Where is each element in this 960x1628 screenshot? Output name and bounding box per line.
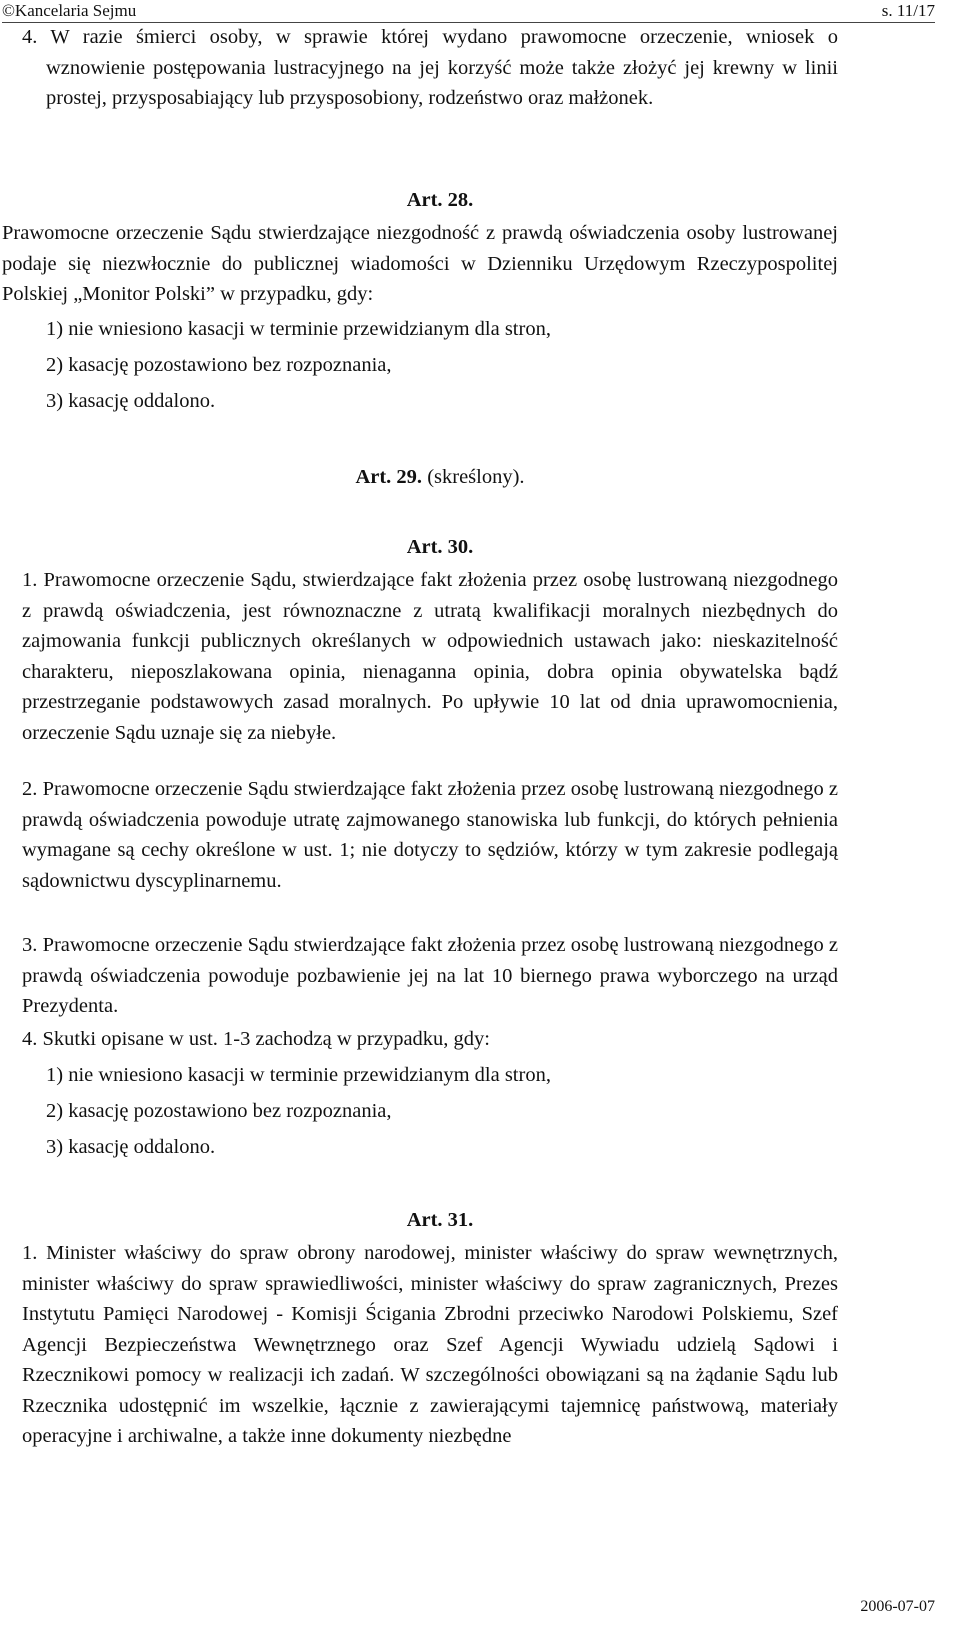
art30-title: Art. 30. bbox=[406, 536, 474, 558]
art31-title: Art. 31. bbox=[406, 1209, 474, 1231]
art31-paragraph-1: 1. Minister właściwy do spraw obrony narodowej, minister właściwy do spraw wewnętrznych, minister właściwy do spraw sprawiedliwości, minister właściwy do spraw zagranicznych, Prezes Instytutu Pamięci Narodowej - Komisji Ścigania Zbrodni przeciwko Narodowi Polskiemu, Szef Agencji Bezpieczeństwa Wewnętrznego oraz Szef Agencji Wywiadu udzielą Sądowi i Rzecznikowi pomocy w realizacji ich zadań. W szczególności obowiązani są na żądanie Sądu lub Rzecznika udostępnić im wszelkie, łącznie z zawierającymi tajemnicę państwową, materiały operacyjne i archiwalne, a także inne dokumenty niezbędne bbox=[22, 1242, 838, 1447]
art28-title: Art. 28. bbox=[406, 189, 474, 211]
art28-item-3: 3) kasację oddalono. bbox=[46, 390, 216, 412]
art28-text: Prawomocne orzeczenie Sądu stwierdzające niezgodność z prawdą oświadczenia osoby lustrowanej podaje się niezwłocznie do publicznej wiadomości w Dzienniku Urzędowym Rzeczypospolitej Polskiej „Monitor Polski” w przypadku, gdy: bbox=[2, 222, 838, 305]
art30-item-3: 3) kasację oddalono. bbox=[46, 1136, 216, 1158]
art29-note: (skreślony). bbox=[427, 466, 525, 488]
art30-paragraph-1: 1. Prawomocne orzeczenie Sądu, stwierdzające fakt złożenia przez osobę lustrowaną niezgodnego z prawdą oświadczenia, jest równoznaczne z utratą kwalifikacji moralnych niezbędnych do zajmowania funkcji publicznych określanych w odpowiednich ustawach jako: nieskazitelność charakteru, nieposzlakowana opinia, nienaganna opinia, dobra opinia obywatelska bądź przestrzeganie podstawowych zasad moralnych. Po upływie 10 lat od dnia uprawomocnienia, orzeczenie Sądu uznaje się za niebyłe. bbox=[22, 569, 838, 744]
art30-paragraph-2: 2. Prawomocne orzeczenie Sądu stwierdzające fakt złożenia przez osobę lustrowaną niezgodnego z prawdą oświadczenia powoduje utratę zajmowanego stanowiska lub funkcji, do których pełnienia wymagane są cechy określone w ust. 1; nie dotyczy to sędziów, którzy w tym zakresie podlegają sądownictwu dyscyplinarnemu. bbox=[22, 778, 838, 892]
art30-item-1: 1) nie wniesiono kasacji w terminie przewidzianym dla stron, bbox=[46, 1064, 551, 1086]
publisher-label: ©Kancelaria Sejmu bbox=[2, 1, 137, 20]
art30-item-2: 2) kasację pozostawiono bez rozpoznania, bbox=[46, 1100, 392, 1122]
art29-title: Art. 29. bbox=[355, 466, 423, 488]
art27-paragraph-4: 4. W razie śmierci osoby, w sprawie której wydano prawomocne orzeczenie, wniosek o wznowienie postępowania lustracyjnego na jej korzyść może także złożyć jej krewny w linii prostej, przysposabiający lub przysposobiony, rodzeństwo oraz małżonek. bbox=[22, 26, 838, 109]
page-header bbox=[0, 0, 960, 24]
document-date: 2006-07-07 bbox=[860, 1598, 935, 1615]
page-number: s. 11/17 bbox=[881, 1, 935, 20]
art29-heading bbox=[0, 462, 880, 492]
art28-item-1: 1) nie wniesiono kasacji w terminie przewidzianym dla stron, bbox=[46, 318, 551, 340]
art30-paragraph-4: 4. Skutki opisane w ust. 1-3 zachodzą w przypadku, gdy: bbox=[22, 1028, 490, 1050]
art28-item-2: 2) kasację pozostawiono bez rozpoznania, bbox=[46, 354, 392, 376]
art30-paragraph-3: 3. Prawomocne orzeczenie Sądu stwierdzające fakt złożenia przez osobę lustrowaną niezgodnego z prawdą oświadczenia powoduje pozbawienie jej na lat 10 biernego prawa wyborczego na urząd Prezydenta. bbox=[22, 934, 838, 1017]
